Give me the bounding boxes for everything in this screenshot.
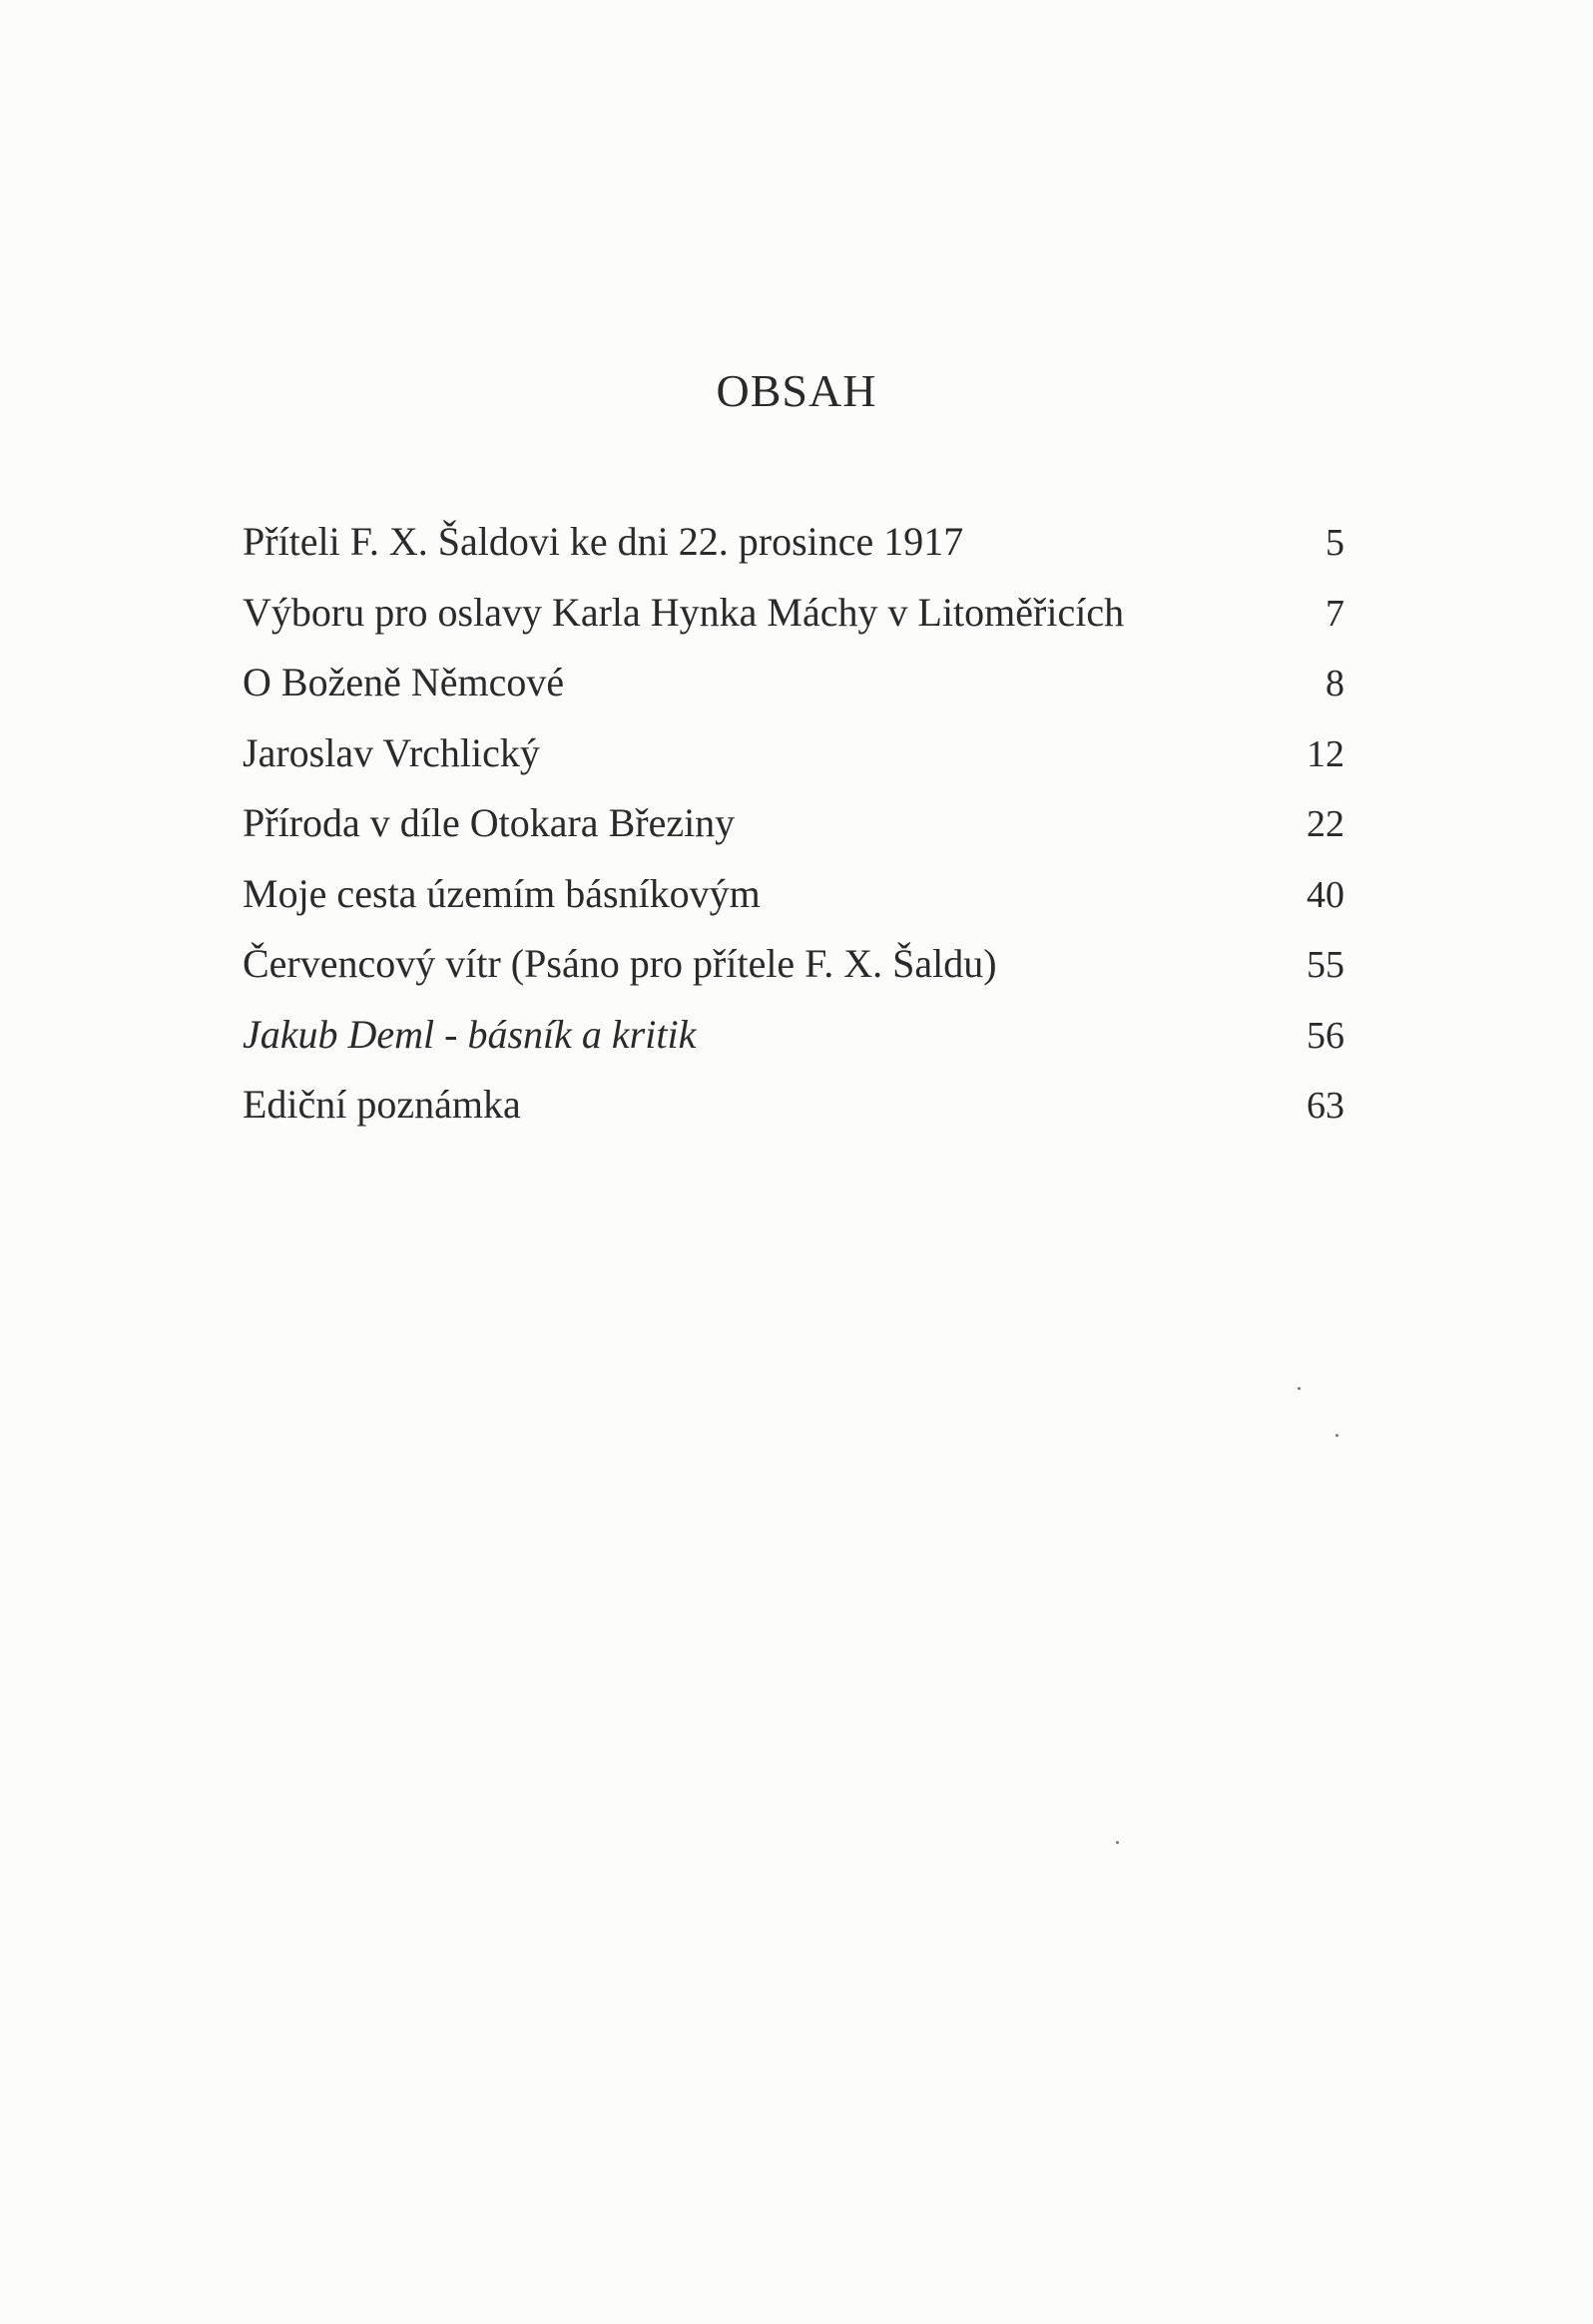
toc-entry-page: 55	[1307, 944, 1344, 986]
toc-entry-page: 12	[1307, 732, 1344, 775]
toc-entry-page: 63	[1307, 1085, 1344, 1127]
toc-entry-page: 40	[1307, 873, 1344, 916]
page-title: OBSAH	[716, 365, 877, 416]
toc-entry-title: Moje cesta územím básníkovým	[243, 870, 761, 916]
toc-entry-page: 8	[1326, 663, 1344, 704]
toc-entry-title: Jaroslav Vrchlický	[243, 729, 540, 775]
toc-entry	[243, 859, 1352, 930]
toc-entry-page: 56	[1307, 1014, 1344, 1057]
toc-entry-title: Ediční poznámka	[243, 1082, 521, 1127]
toc-entry-title: Červencový vítr (Psáno pro přítele F. X. Šaldu)	[243, 941, 997, 986]
scan-speck	[1335, 1434, 1338, 1437]
toc-entry-page: 22	[1307, 803, 1344, 845]
toc-entry	[243, 1070, 1352, 1141]
toc-entry	[243, 648, 1352, 718]
scan-speck	[1116, 1841, 1119, 1844]
toc-entry	[243, 718, 1352, 789]
toc-entry-title: O Boženě Němcové	[243, 660, 565, 704]
toc-entry-title: Jakub Deml - básník a kritik	[243, 1011, 697, 1057]
toc-entry-page: 5	[1326, 522, 1344, 564]
toc-entry-title: Příroda v díle Otokara Březiny	[243, 800, 736, 845]
toc-entry	[243, 578, 1352, 649]
toc-entry	[243, 1000, 1352, 1071]
toc-entry	[243, 507, 1352, 578]
toc-entry-page: 7	[1326, 592, 1344, 635]
table-of-contents	[243, 507, 1352, 1141]
toc-entry	[243, 929, 1352, 1000]
scan-speck	[1298, 1387, 1301, 1390]
toc-entry-title: Příteli F. X. Šaldovi ke dni 22. prosince 1917	[243, 519, 964, 564]
toc-entry	[243, 788, 1352, 859]
toc-entry-title: Výboru pro oslavy Karla Hynka Máchy v Litoměřicích	[243, 589, 1125, 635]
